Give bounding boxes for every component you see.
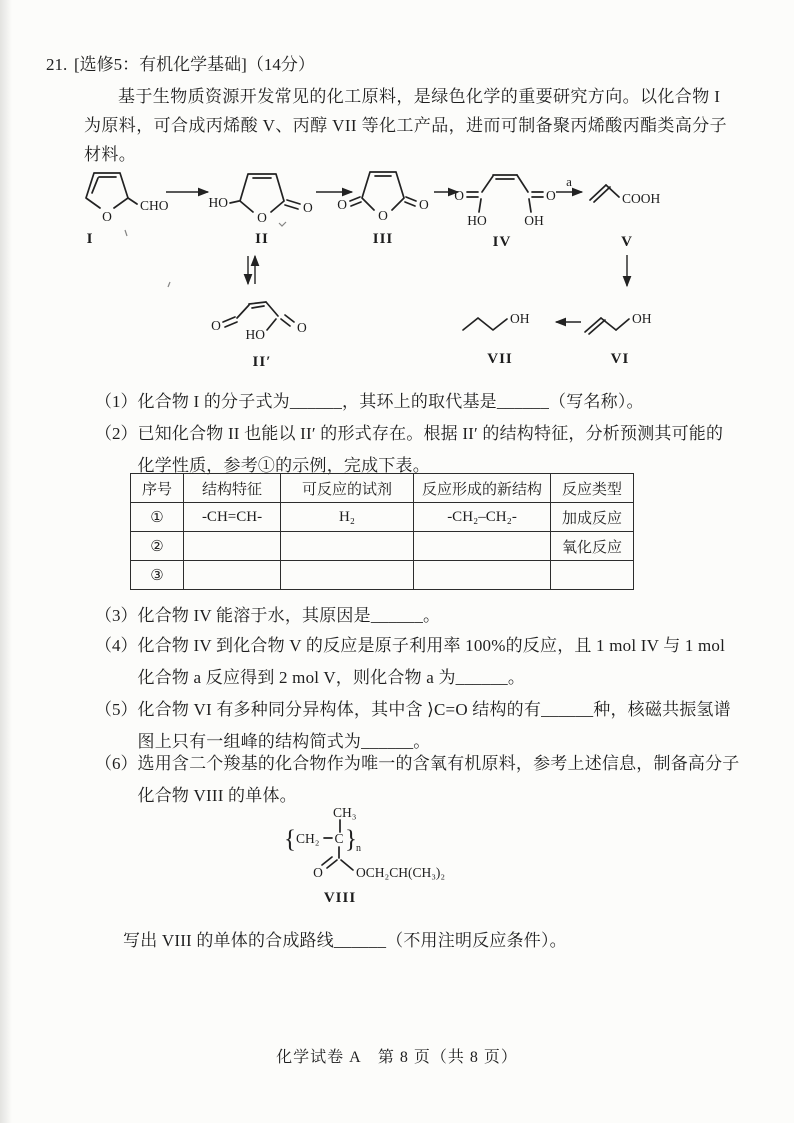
table-header-cell: 反应形成的新结构	[414, 474, 551, 503]
methyl-group-label: CH₃	[333, 805, 357, 820]
compound-label-II: II	[255, 231, 269, 247]
intro-line: 材料。	[84, 145, 137, 164]
carbonyl-oxygen-label: O	[419, 197, 429, 212]
molecule-III-maleic-anhydride	[337, 172, 429, 247]
table-cell: ①	[131, 503, 184, 532]
ring-oxygen-label: O	[378, 208, 388, 223]
scan-artifact	[168, 282, 170, 287]
polymer-bracket-right: }	[345, 826, 357, 853]
compound-label-VII: VII	[487, 351, 513, 367]
question-4	[95, 630, 745, 694]
oh-group-label: OH	[632, 311, 652, 326]
intro-paragraph	[84, 82, 727, 169]
table-cell	[551, 561, 634, 590]
carbonyl-oxygen-label: O	[337, 197, 347, 212]
carbonyl-oxygen-label: O	[297, 320, 307, 335]
molecule-VI-allyl-alcohol	[585, 311, 652, 367]
question-1-number: （1）	[95, 392, 138, 411]
table-cell	[281, 532, 414, 561]
table-cell: -CH₂–CH₂-	[414, 503, 551, 532]
carbonyl-oxygen-label: O	[303, 200, 313, 215]
question-1-text: 化合物 I 的分子式为______，其环上的取代基是______（写名称）。	[137, 392, 644, 411]
ho-group-label: HO	[245, 327, 265, 342]
ring-oxygen-label: O	[102, 209, 112, 224]
table-header-cell: 序号	[131, 474, 184, 503]
question-4-text-line: 化合物 IV 到化合物 V 的反应是原子利用率 100%的反应，且 1 mol IV 与 1 mol	[137, 636, 726, 655]
table-cell: -CH=CH-	[184, 503, 281, 532]
question-6-number: （6）	[95, 754, 138, 773]
question-header	[46, 50, 315, 75]
molecule-IIprime-open-chain	[211, 302, 307, 370]
reagent-a-label: a	[566, 174, 572, 189]
polymer-bracket-left: {	[284, 826, 296, 853]
table-cell: ②	[131, 532, 184, 561]
question-6-text-line: 化合物 VIII 的单体。	[137, 786, 297, 805]
table-cell	[184, 532, 281, 561]
oh-group-label: OH	[510, 311, 530, 326]
question-3-text: 化合物 IV 能溶于水，其原因是______。	[137, 606, 441, 625]
compound-label-IIprime: II′	[252, 354, 272, 370]
ch2-group-label: CH₂	[296, 831, 320, 846]
scan-artifact	[279, 222, 286, 226]
question-5-text-line: 化合物 VI 有多种同分异构体，其中含 ⟩C=O 结构的有______种，核磁共振氢谱	[137, 700, 731, 719]
carbonyl-oxygen-label: O	[546, 188, 556, 203]
aldehyde-oxygen-label: O	[211, 318, 221, 333]
question-3	[95, 600, 745, 632]
polymer-n-subscript: n	[356, 843, 361, 854]
reaction-properties-table	[130, 473, 634, 590]
question-5-text-line: 图上只有一组峰的结构简式为______。	[137, 732, 431, 751]
intro-line: 基于生物质资源开发常见的化工原料，是绿色化学的重要研究方向。以化合物 I	[118, 87, 721, 106]
molecule-IV-maleic-acid	[454, 175, 556, 250]
molecule-I-furfural	[86, 173, 169, 247]
molecule-VII-propanol	[463, 311, 530, 367]
cooh-group-label: COOH	[622, 191, 661, 206]
compound-label-I: I	[86, 231, 94, 247]
molecule-II-hydroxyfuranone	[209, 174, 314, 247]
table-cell: 加成反应	[551, 503, 634, 532]
ho-group-label: HO	[467, 213, 487, 228]
question-2-text-line: 已知化合物 II 也能以 II′ 的形式存在。根据 II′ 的结构特征，分析预测其可能的	[137, 424, 724, 443]
carbonyl-oxygen-label: O	[454, 188, 464, 203]
molecule-V-acrylic-acid	[590, 185, 661, 250]
table-cell	[414, 532, 551, 561]
question-2-number: （2）	[95, 424, 138, 443]
oh-group-label: OH	[524, 213, 544, 228]
compound-label-III: III	[372, 231, 394, 247]
table-header-cell: 可反应的试剂	[281, 474, 414, 503]
table-row	[131, 503, 634, 532]
table-cell: ③	[131, 561, 184, 590]
question-6-final-line: 写出 VIII 的单体的合成路线______（不用注明反应条件）。	[123, 931, 567, 950]
table-row	[131, 532, 634, 561]
reaction-scheme	[50, 160, 750, 378]
intro-line: 为原料，可合成丙烯酸 V、丙醇 VII 等化工产品，进而可制备聚丙烯酸丙酯类高分子	[84, 116, 728, 135]
question-number: 21.	[46, 55, 68, 74]
cho-group-label: CHO	[140, 198, 169, 213]
compound-label-VIII: VIII	[323, 890, 357, 906]
question-1	[95, 386, 745, 418]
table-cell	[184, 561, 281, 590]
compound-label-V: V	[621, 234, 633, 250]
compound-label-IV: IV	[492, 234, 512, 250]
compound-label-VI: VI	[610, 351, 630, 367]
scan-edge-shadow	[0, 0, 12, 1123]
ho-group-label: HO	[208, 195, 228, 210]
ring-oxygen-label: O	[257, 210, 267, 225]
carbonyl-oxygen-label: O	[313, 865, 323, 880]
page-footer: 化学试卷 A 第 8 页（共 8 页）	[276, 1049, 518, 1066]
table-header-cell: 结构特征	[184, 474, 281, 503]
table-row	[131, 561, 634, 590]
scan-artifact	[125, 230, 127, 236]
table-cell	[281, 561, 414, 590]
polymer-VIII-structure	[270, 800, 490, 910]
table-cell: H₂	[281, 503, 414, 532]
question-4-number: （4）	[95, 636, 138, 655]
backbone-carbon-label: C	[334, 831, 344, 846]
table-header-row	[131, 474, 634, 503]
ester-group-label: OCH₂CH(CH₃)₂	[356, 865, 446, 880]
question-title: [选修5：有机化学基础]（14分）	[74, 55, 315, 74]
table-header-cell: 反应类型	[551, 474, 634, 503]
equilibrium-arrows-II-IIprime	[248, 256, 255, 284]
table-cell: 氧化反应	[551, 532, 634, 561]
question-3-number: （3）	[95, 606, 138, 625]
table-cell	[414, 561, 551, 590]
question-2-text-line: 化学性质，参考①的示例，完成下表。	[137, 456, 430, 475]
question-4-text-line: 化合物 a 反应得到 2 mol V，则化合物 a 为______。	[137, 668, 526, 687]
question-6-text-line: 选用含二个羧基的化合物作为唯一的含氧有机原料，参考上述信息，制备高分子	[137, 754, 740, 773]
question-5-number: （5）	[95, 700, 138, 719]
